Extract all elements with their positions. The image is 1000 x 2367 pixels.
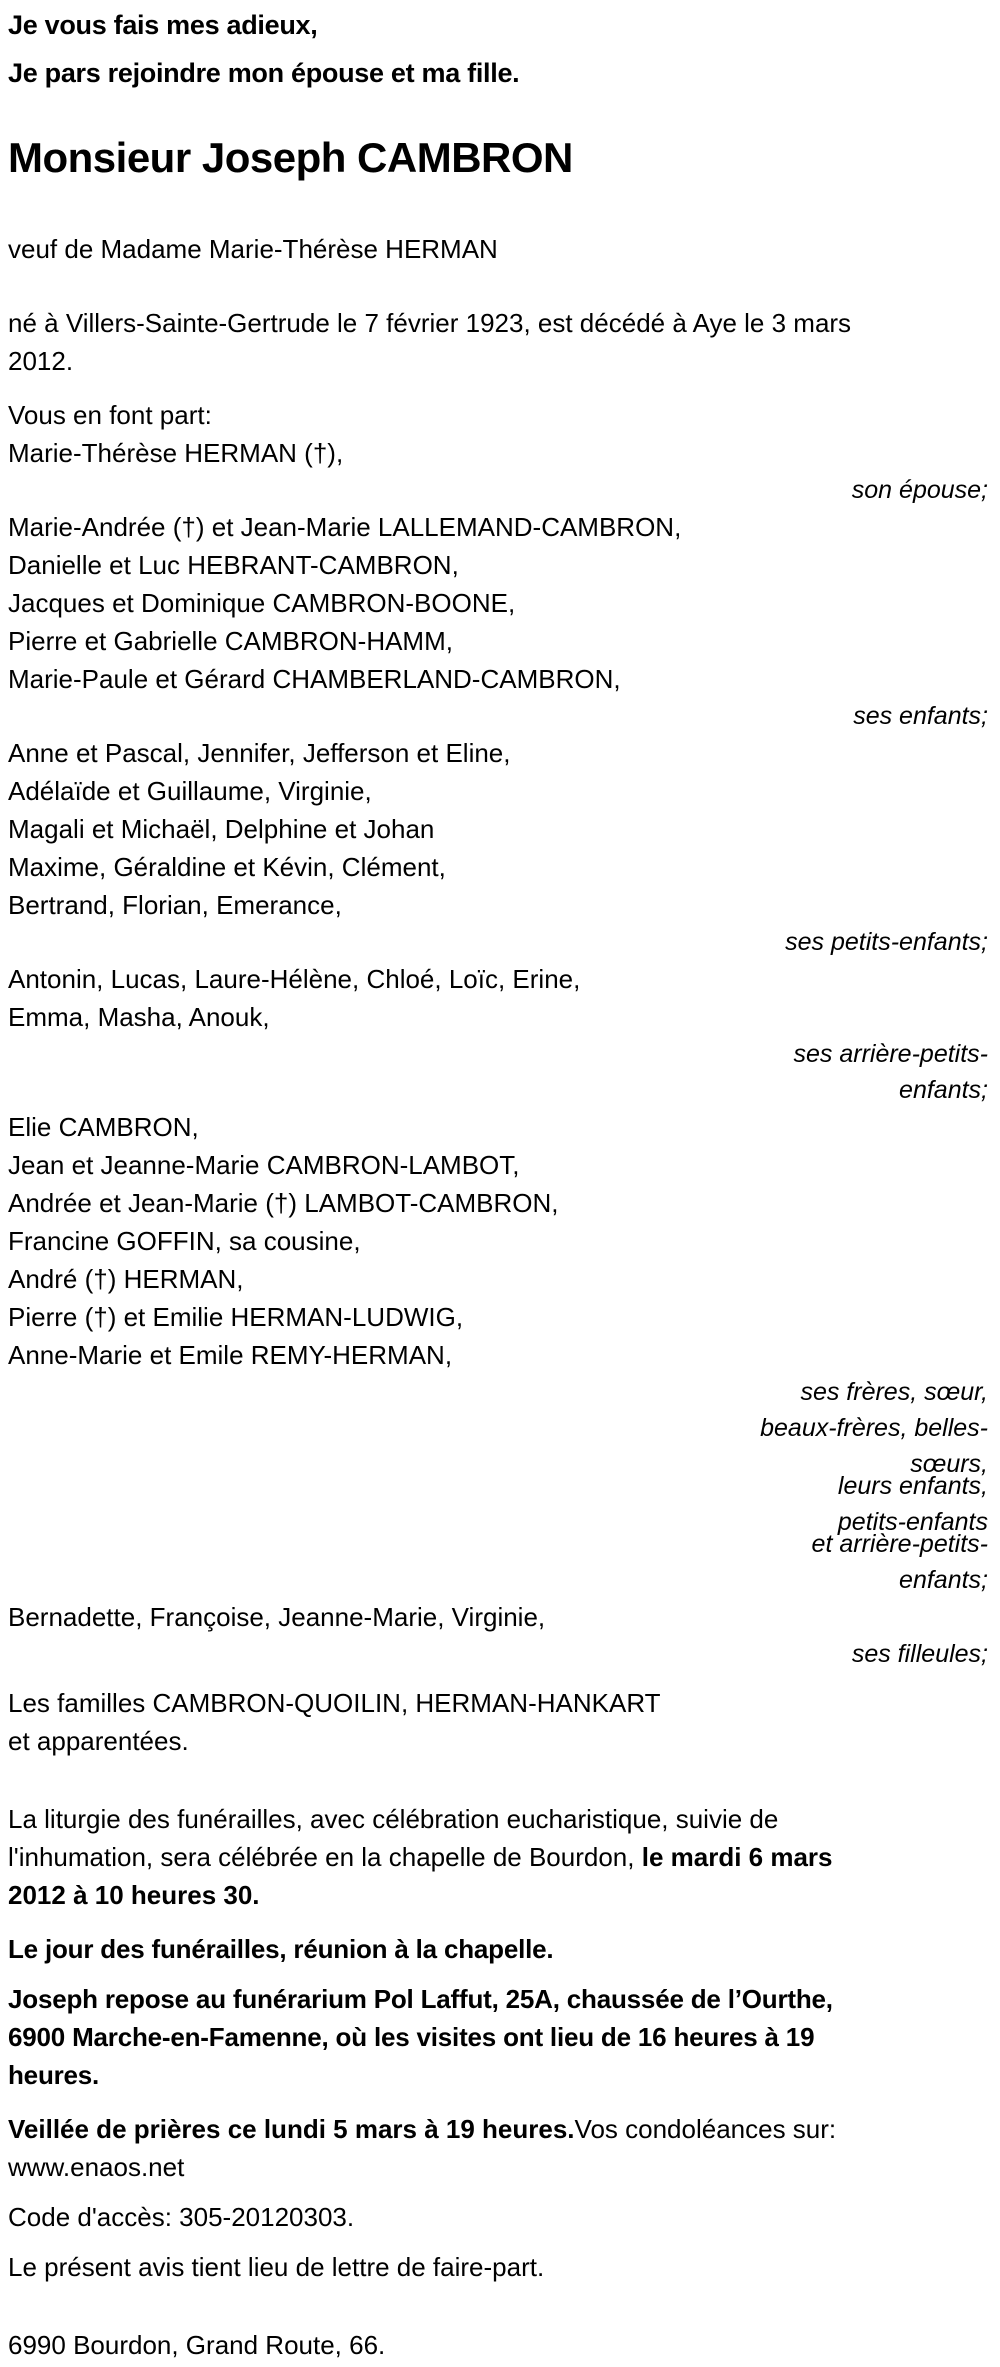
families-line: et apparentées.	[8, 1726, 189, 1756]
family-name-line: Elie CAMBRON,	[8, 1112, 199, 1142]
birth-death-paragraph	[8, 304, 988, 380]
relation-label-line: sœurs,	[910, 1450, 988, 1478]
relation-label-line: ses enfants;	[853, 702, 988, 730]
access-code-line: Code d'accès: 305-20120303.	[8, 2202, 355, 2232]
family-name-line: Pierre (†) et Emilie HERMAN-LUDWIG,	[8, 1302, 464, 1332]
liturgy-line	[8, 1876, 988, 1914]
family-name-line: Anne-Marie et Emile REMY-HERMAN,	[8, 1340, 453, 1370]
deceased-name: Monsieur Joseph CAMBRON	[8, 134, 573, 181]
family-name-lines	[8, 434, 988, 472]
family-name-lines	[8, 734, 988, 924]
liturgy-line-bold: le mardi 6 mars	[641, 1842, 833, 1872]
repose-line: Joseph repose au funérarium Pol Laffut, 25A, chaussée de l’Ourthe,	[8, 1984, 833, 2014]
relation-label-line: enfants;	[899, 1566, 988, 1594]
relation-label-line: ses frères, sœur,	[800, 1378, 988, 1406]
repose-line: 6900 Marche-en-Famenne, où les visites ont lieu de 16 heures à 19	[8, 2022, 815, 2052]
family-name-line: Marie-Andrée (†) et Jean-Marie LALLEMAND-CAMBRON,	[8, 512, 682, 542]
relation-labels	[8, 472, 988, 508]
family-group	[8, 1598, 988, 1672]
relation-label-line: leurs enfants,	[837, 1472, 988, 1500]
vigil-line	[8, 2110, 988, 2148]
vigil-line-bold: Veillée de prières ce lundi 5 mars à 19 heures.	[8, 2114, 575, 2144]
family-name-line: Francine GOFFIN, sa cousine,	[8, 1226, 361, 1256]
family-name-lines	[8, 1108, 988, 1374]
epigraph-line-1: Je vous fais mes adieux,	[8, 10, 318, 40]
family-name-line: Jacques et Dominique CAMBRON-BOONE,	[8, 588, 516, 618]
liturgy-line-bold: 2012 à 10 heures 30.	[8, 1880, 260, 1910]
family-name-line: Bernadette, Françoise, Jeanne-Marie, Virginie,	[8, 1602, 546, 1632]
announcement-intro: Vous en font part:	[8, 400, 212, 430]
relation-labels	[8, 924, 988, 960]
family-name-line: Emma, Masha, Anouk,	[8, 1002, 270, 1032]
reunion-line: Le jour des funérailles, réunion à la chapelle.	[8, 1934, 554, 1964]
relation-label-line: ses filleules;	[851, 1640, 988, 1668]
relation-labels	[8, 1036, 988, 1108]
family-group	[8, 508, 988, 734]
family-name-line: Maxime, Géraldine et Kévin, Clément,	[8, 852, 446, 882]
family-group	[8, 960, 988, 1108]
repose-line: heures.	[8, 2060, 100, 2090]
relation-label-line: ses petits-enfants;	[785, 928, 988, 956]
family-name-line: Marie-Paule et Gérard CHAMBERLAND-CAMBRON,	[8, 664, 621, 694]
relation-label-line: ses arrière-petits-	[793, 1040, 988, 1068]
epigraph-line-2: Je pars rejoindre mon épouse et ma fille.	[8, 58, 520, 88]
family-name-line: André (†) HERMAN,	[8, 1264, 244, 1294]
family-name-line: Magali et Michaël, Delphine et Johan	[8, 814, 435, 844]
liturgy-line	[8, 1838, 988, 1876]
relation-label-line: et arrière-petits-	[811, 1530, 988, 1558]
relation-labels	[8, 1374, 988, 1598]
birth-death-line: 2012.	[8, 346, 74, 376]
repose-paragraph	[8, 1980, 988, 2094]
vigil-line-regular: www.enaos.net	[8, 2152, 185, 2182]
relation-labels	[8, 698, 988, 734]
family-groups	[8, 434, 988, 1672]
family-name-line: Anne et Pascal, Jennifer, Jefferson et Eline,	[8, 738, 511, 768]
notice-line: Le présent avis tient lieu de lettre de faire-part.	[8, 2252, 545, 2282]
family-name-line: Bertrand, Florian, Emerance,	[8, 890, 342, 920]
family-name-line: Marie-Thérèse HERMAN (†),	[8, 438, 344, 468]
address-line: 6990 Bourdon, Grand Route, 66.	[8, 2330, 386, 2360]
liturgy-line	[8, 1800, 988, 1838]
family-name-lines	[8, 960, 988, 1036]
families-line: Les familles CAMBRON-QUOILIN, HERMAN-HANKART	[8, 1688, 661, 1718]
family-name-lines	[8, 508, 988, 698]
relation-labels	[8, 1636, 988, 1672]
vigil-paragraph	[8, 2110, 988, 2186]
liturgy-line-regular: La liturgie des funérailles, avec célébration eucharistique, suivie de	[8, 1804, 779, 1834]
family-group	[8, 434, 988, 508]
relation-label-line: enfants;	[899, 1076, 988, 1104]
relation-label-line: son épouse;	[851, 476, 988, 504]
family-name-line: Danielle et Luc HEBRANT-CAMBRON,	[8, 550, 459, 580]
liturgy-paragraph	[8, 1800, 988, 1914]
birth-death-line: né à Villers-Sainte-Gertrude le 7 février 1923, est décédé à Aye le 3 mars	[8, 308, 852, 338]
family-name-line: Pierre et Gabrielle CAMBRON-HAMM,	[8, 626, 453, 656]
family-name-line: Adélaïde et Guillaume, Virginie,	[8, 776, 372, 806]
family-name-line: Antonin, Lucas, Laure-Hélène, Chloé, Loïc, Erine,	[8, 964, 581, 994]
family-group	[8, 734, 988, 960]
family-name-line: Jean et Jeanne-Marie CAMBRON-LAMBOT,	[8, 1150, 520, 1180]
liturgy-line-regular: l'inhumation, sera célébrée en la chapelle de Bourdon,	[8, 1842, 642, 1872]
widower-line: veuf de Madame Marie-Thérèse HERMAN	[8, 234, 498, 264]
vigil-line-regular: Vos condoléances sur:	[574, 2114, 837, 2144]
family-name-line: Andrée et Jean-Marie (†) LAMBOT-CAMBRON,	[8, 1188, 559, 1218]
relation-label-line: beaux-frères, belles-	[760, 1414, 988, 1442]
vigil-line	[8, 2148, 988, 2186]
relation-label-line: petits-enfants	[837, 1508, 988, 1536]
family-name-lines	[8, 1598, 988, 1636]
family-group	[8, 1108, 988, 1598]
families-paragraph	[8, 1684, 988, 1760]
